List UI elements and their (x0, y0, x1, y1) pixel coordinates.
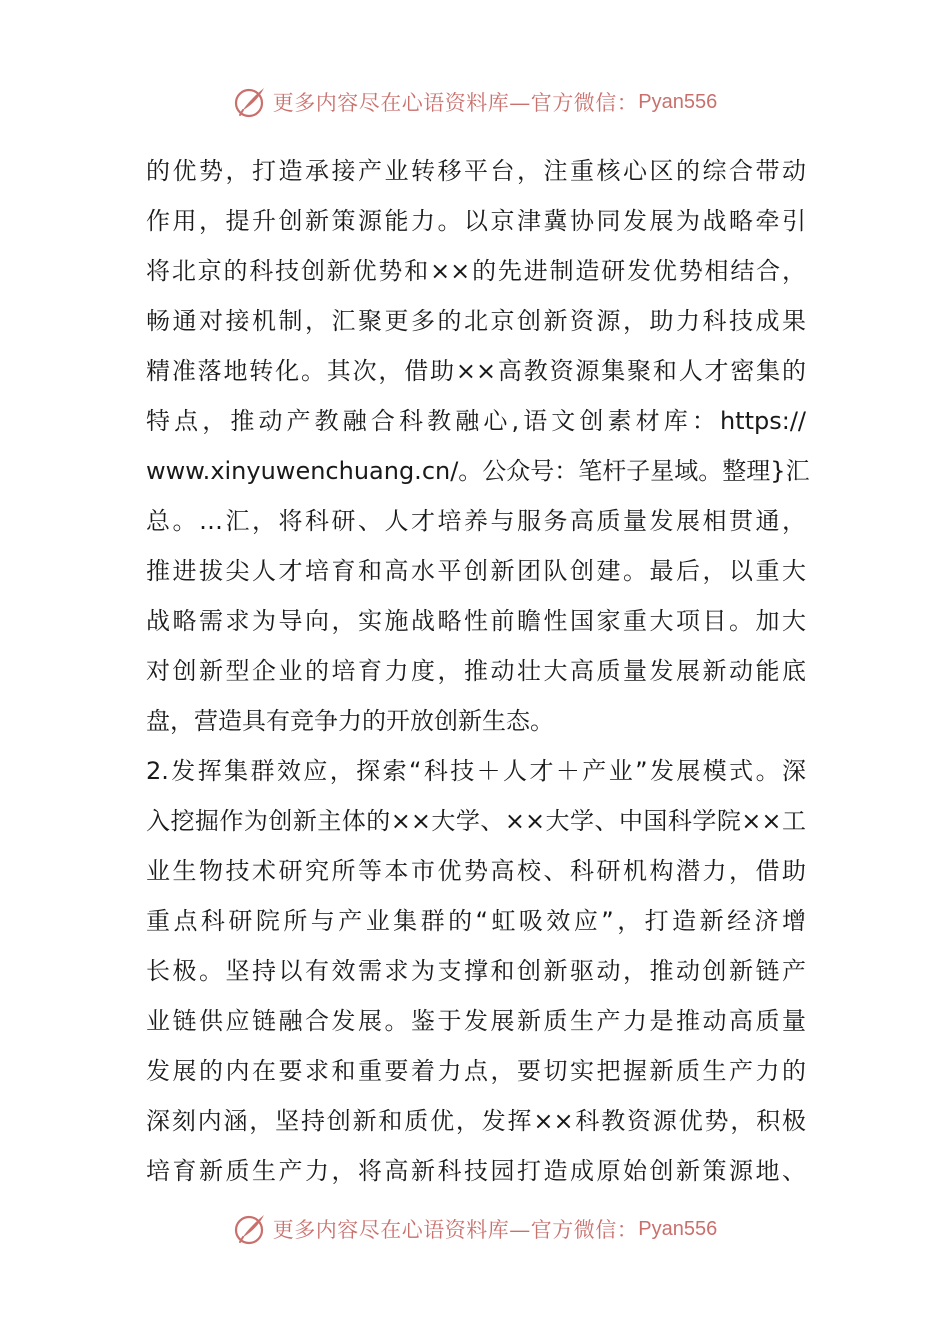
text-line: 盘，营造具有竞争力的开放创新生态。 (146, 707, 554, 735)
text-line: 重点科研院所与产业集群的“虹吸效应”，打造新经济增 (146, 907, 806, 935)
text-line: 深刻内涵，坚持创新和质优，发挥××科教资源优势，积极 (146, 1107, 806, 1135)
text-line: 推进拔尖人才培育和高水平创新团队创建。最后，以重大 (146, 557, 806, 585)
header-banner-id: Pyan556 (638, 90, 718, 113)
body-paragraphs (146, 146, 810, 1196)
text-line: 精准落地转化。其次，借助××高教资源集聚和人才密集的 (146, 357, 806, 385)
text-line: 业链供应链融合发展。鉴于发展新质生产力是推动高质量 (146, 1007, 806, 1035)
text-line: 对创新型企业的培育力度，推动壮大高质量发展新动能底 (146, 657, 806, 685)
text-line: 将北京的科技创新优势和××的先进制造研发优势相结合， (146, 257, 806, 285)
text-line: 培育新质生产力，将高新科技园打造成原始创新策源地、 (146, 1157, 806, 1185)
header-banner-text: 更多内容尽在心语资料库—官方微信： (272, 91, 639, 115)
text-line: 入挖掘作为创新主体的××大学、××大学、中国科学院××工 (146, 807, 806, 835)
text-line: 总。…汇，将科研、人才培养与服务高质量发展相贯通， (146, 507, 806, 535)
header-banner (0, 80, 950, 124)
text-line: 战略需求为导向，实施战略性前瞻性国家重大项目。加大 (146, 607, 806, 635)
footer-banner-text: 更多内容尽在心语资料库—官方微信： (272, 1218, 639, 1242)
text-line: 发展的内在要求和重要着力点，要切实把握新质生产力的 (146, 1057, 806, 1085)
text-line: 的优势，打造承接产业转移平台，注重核心区的综合带动 (146, 157, 806, 185)
text-line: 2.发挥集群效应，探索“科技＋人才＋产业”发展模式。深 (146, 757, 806, 785)
text-line: 畅通对接机制，汇聚更多的北京创新资源，助力科技成果 (146, 307, 806, 335)
text-line: 长极。坚持以有效需求为支撑和创新驱动，推动创新链产 (146, 957, 806, 985)
quill-logo-icon (233, 84, 269, 120)
text-line: 作用，提升创新策源能力。以京津冀协同发展为战略牵引 (146, 207, 806, 235)
text-line: www.xinyuwenchuang.cn/。公众号：笔杆子星域。整理}汇 (146, 457, 810, 485)
text-line: 特点，推动产教融合科教融心,语文创素材库：https:// (146, 407, 806, 435)
text-line: 业生物技术研究所等本市优势高校、科研机构潜力，借助 (146, 857, 806, 885)
footer-banner (0, 1207, 950, 1251)
footer-banner-id: Pyan556 (638, 1217, 718, 1240)
quill-logo-icon (233, 1211, 269, 1247)
